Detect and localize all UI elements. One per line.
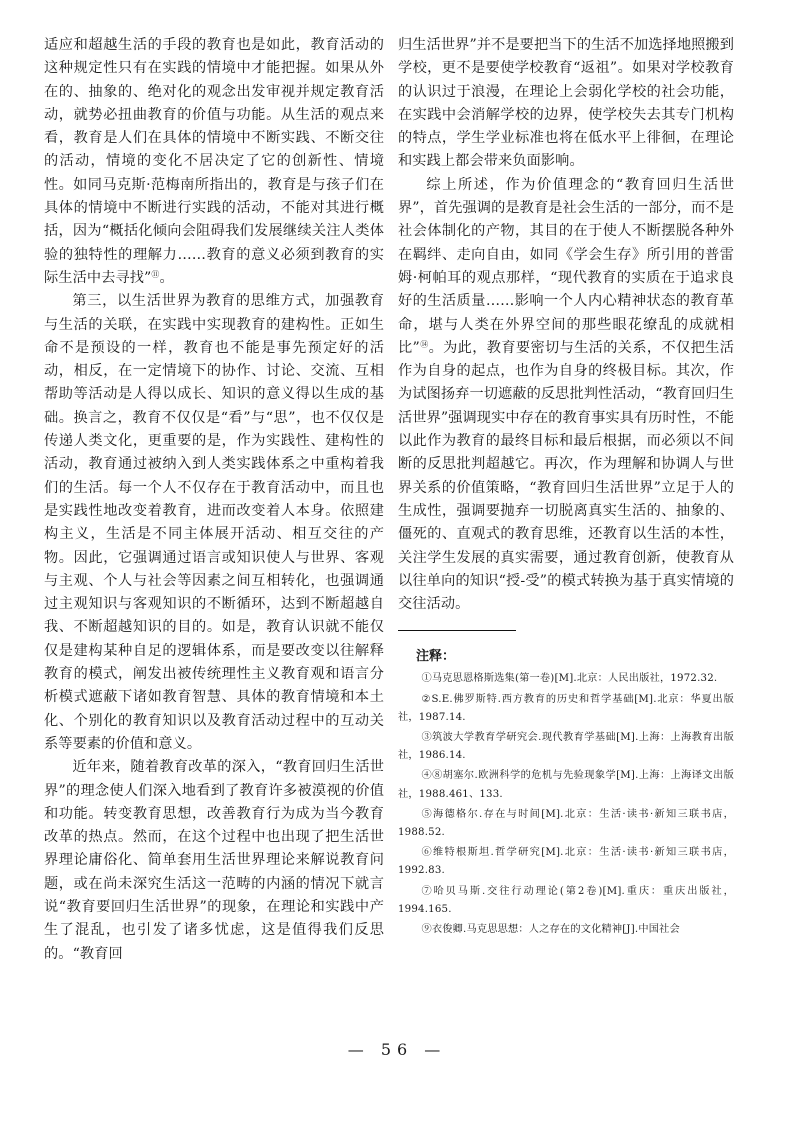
footnote-ref-14: ⑭: [419, 339, 429, 349]
right-column: [398, 34, 734, 939]
paragraph-summary: 综上所述，作为价值理念的“教育回归生活世界”，首先强调的是教育是社会生活的一部分，而不是社会体制化的产物，其目的在于使人不断摆脱各种外在羁绊、走向自由，如同《学会生存》所引用的普雷姆·柯帕耳的观点那样，“现代教育的实质在于追求良好的生活质量……影响一个人内心精神状态的教育革命，堪与人类在外界空间的那些眼花缭乱的成就相比”⑭。为此，教育要密切与生活的关系，不仅把生活作为自身的起点，也作为自身的终极目标。其次，作为试图扬弃一切遮蔽的反思批判性活动，“教育回归生活世界”强调现实中存在的教育事实具有历时性，不能以此作为教育的最终目标和最后根据，而必须以不间断的反思批判超越它。再次，作为理解和协调人与世界关系的价值策略，“教育回归生活世界”立足于人的生成性，强调要抛弃一切脱离真实生活的、抽象的、僵死的、直观式的教育思维，还教育以生活的本性，关注学生发展的真实需要，通过教育创新，使教育从以往单向的知识“授-受”的模式转换为基于真实情境的交往活动。: [398, 176, 734, 613]
notes-title: 注释：: [416, 649, 456, 665]
paragraph-recent-years: 近年来，随着教育改革的深入，“教育回归生活世界”的理念使人们深入地看到了教育许多被漠视的价值和功能。转变教育思想，改善教育行为成为当今教育改革的热点。然而，在这个过程中也出现了把生活世界理论庸俗化、简单套用生活世界理论来解说教育问题，或在尚未深究生活这一范畴的内涵的情况下就言说“教育要回归生活世界”的现象，在理论和实践中产生了混乱，也引发了诸多忧虑，这是值得我们反思的。“教育回: [44, 759, 384, 962]
note-item: ③筑波大学教育学研究会.现代教育学基础[M].上海：上海教育出版社，1986.14.: [398, 732, 734, 762]
left-column: [44, 34, 384, 966]
notes-divider: [398, 630, 516, 631]
page-number: — 56 —: [347, 1040, 447, 1059]
notes-list: [398, 670, 734, 939]
note-item: ⑥维特根斯坦.哲学研究[M].北京：生活·读书·新知三联书店，1992.83.: [398, 847, 734, 877]
note-item: ①马克思恩格斯选集(第一卷)[M].北京：人民出版社，1972.32.: [421, 673, 718, 685]
note-item: ④⑧胡塞尔.欧洲科学的危机与先验现象学[M].上海：上海译文出版社，1988.461、133.: [398, 770, 734, 800]
paragraph-continuation: 适应和超越生活的手段的教育也是如此，教育活动的这种规定性只有在实践的情境中才能把握。如果从外在的、抽象的、绝对化的观念出发审视并规定教育活动，就势必扭曲教育的价值与功能。从生活的观点来看，教育是人们在具体的情境中不断实践、不断交往的活动，情境的变化不居决定了它的创新性、情境性。如同马克斯·范梅南所指出的，教育是与孩子们在具体的情境中不断进行实践的活动，不能对其进行概括，因为“概括化倾向会阻碍我们发展继续关注人类体验的独特性的理解力……教育的意义必须到教育的实际生活中去寻找”⑪。: [44, 37, 384, 286]
note-item: ⑤海德格尔.存在与时间[M].北京：生活·读书·新知三联书店，1988.52.: [398, 808, 734, 839]
note-item: ⑦哈贝马斯.交往行动理论(第2卷)[M].重庆：重庆出版社，1994.165.: [398, 885, 734, 915]
paragraph-third-point: 第三，以生活世界为教育的思维方式，加强教育与生活的关联，在实践中实现教育的建构性。正如生命不是预设的一样，教育也不能是事先预定好的活动，相反，在一定情境下的协作、讨论、交流、互相帮助等活动是人得以成长、知识的意义得以生成的基础。换言之，教育不仅仅是“看”与“思”，也不仅仅是传递人类文化，更重要的是，作为实践性、建构性的活动，教育通过被纳入到人类实践体系之中重构着我们的生活。每一个人不仅存在于教育活动中，而且也是实践性地改变着教育，进而改变着人本身。依照建构主义，生活是不同主体展开活动、相互交往的产物。因此，它强调通过语言或知识使人与世界、客观与主观、个人与社会等因素之间互相转化，也强调通过主观知识与客观知识的不断循环，达到不断超越自我、不断超越知识的目的。如是，教育认识就不能仅仅是建构某种自足的逻辑体系，而是要改变以往解释教育的模式，阐发出被传统理性主义教育观和语言分析模式遮蔽下诸如教育智慧、具体的教育情境和本土化、个别化的教育知识以及教育活动过程中的互动关系等要素的价值和意义。: [44, 293, 384, 752]
note-item: ②S.E.佛罗斯特.西方教育的历史和哲学基础[M].北京：华夏出版社，1987.14.: [398, 693, 734, 723]
note-item: ⑨衣俊卿.马克思思想：人之存在的文化精神[J].中国社会: [421, 924, 680, 936]
paragraph-continuation-right: 归生活世界”并不是要把当下的生活不加选择地照搬到学校，更不是要使学校教育“返祖”。如果对学校教育的认识过于浪漫，在理论上会弱化学校的社会功能，在实践中会消解学校的边界，使学校失去其专门机构的特点，学生学业标准也将在低水平上徘徊，在理论和实践上都会带来负面影响。: [398, 37, 734, 170]
footnote-ref-11: ⑪: [151, 269, 160, 279]
